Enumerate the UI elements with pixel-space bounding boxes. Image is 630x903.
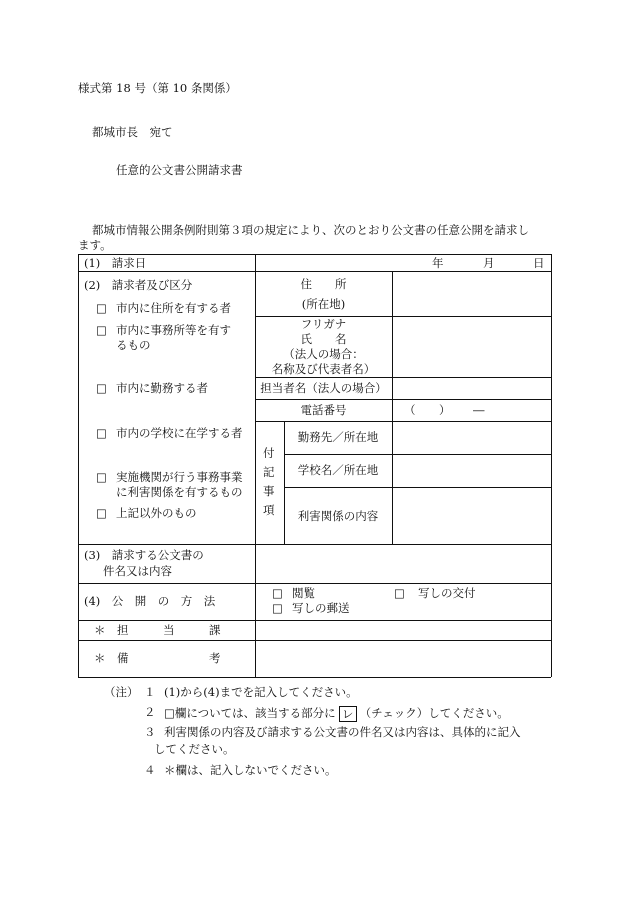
note-number: ４: [144, 763, 156, 777]
note-2-text-a: □欄については、該当する部分に: [164, 706, 336, 720]
addressee: 都城市長 宛て: [92, 125, 173, 139]
category-option-other: 上記以外のもの: [116, 506, 197, 520]
workplace-label: 勤務先／所在地: [297, 430, 379, 444]
intro-text-line2: ます。: [78, 238, 112, 252]
category-option-interested: 実施機関が行う事務事業: [116, 470, 243, 484]
category-option-office-line2: るもの: [116, 338, 151, 352]
note-3-text-line2: してください。: [154, 742, 235, 756]
department-label: ＊ 担 当 課: [94, 623, 221, 637]
category-option-resident: 市内に住所を有する者: [116, 301, 231, 315]
table-border-left: [78, 254, 79, 677]
document-subject-label-line2: 件名又は内容: [103, 564, 172, 578]
category-option-interested-line2: に利害関係を有するもの: [116, 485, 243, 499]
note-char: 記: [263, 465, 275, 479]
name-label: 氏 名: [300, 332, 347, 346]
category-option-student: 市内の学校に在学する者: [116, 426, 243, 440]
notes-prefix: （注）: [104, 685, 139, 699]
form-number: 様式第 18 号（第 10 条関係）: [78, 81, 237, 95]
note-char: 事: [263, 484, 275, 498]
check-example-box: レ: [339, 706, 357, 722]
date-month-label: 月: [483, 256, 495, 270]
document-subject-label: (3) 請求する公文書の: [84, 548, 204, 562]
school-label: 学校名／所在地: [297, 463, 379, 477]
row-divider: [78, 583, 551, 584]
checkbox-icon[interactable]: □: [394, 586, 405, 600]
note-number: ３: [144, 725, 156, 739]
school-field[interactable]: [392, 454, 551, 487]
checkbox-icon[interactable]: □: [272, 601, 283, 615]
table-border-bottom: [78, 677, 551, 678]
request-form-table: [78, 254, 551, 677]
contact-person-field[interactable]: [392, 377, 551, 399]
checkbox-icon[interactable]: □: [96, 323, 107, 337]
note-3-text: 利害関係の内容及び請求する公文書の件名又は内容は、具体的に記入: [164, 725, 521, 739]
row-divider: [78, 640, 551, 641]
table-border-top: [78, 254, 551, 255]
furigana-label: フリガナ: [300, 317, 347, 331]
category-option-office: 市内に事務所等を有す: [116, 323, 231, 337]
name-field[interactable]: [392, 316, 551, 377]
intro-text-line1: 都城市情報公開条例附則第３項の規定により、次のとおり公文書の任意公開を請求し: [92, 223, 529, 237]
phone-label: 電話番号: [300, 403, 347, 417]
note-char: 付: [263, 446, 275, 460]
note-1-text: (1)から(4)までを記入してください。: [164, 685, 358, 699]
page-title: 任意的公文書公開請求書: [116, 163, 243, 177]
checkbox-icon[interactable]: □: [96, 506, 107, 520]
note-char: 項: [263, 503, 275, 517]
request-date-label: (1) 請求日: [84, 256, 147, 270]
category-option-worker: 市内に勤務する者: [116, 381, 208, 395]
requester-category-label: (2) 請求者及び区分: [84, 278, 193, 292]
table-border-right: [551, 254, 552, 677]
name-corporate-note-line2: 名称及び代表者名）: [271, 362, 376, 376]
method-option-copy-mail: 写しの郵送: [292, 601, 350, 615]
interest-label: 利害関係の内容: [297, 509, 379, 523]
note-2-text: [164, 706, 509, 722]
address-label: 住 所: [300, 277, 347, 291]
address-field[interactable]: [392, 271, 551, 316]
workplace-field[interactable]: [392, 421, 551, 454]
phone-dash: ―: [473, 403, 485, 417]
checkbox-icon[interactable]: □: [96, 301, 107, 315]
address-label-sub: (所在地): [301, 297, 346, 311]
interest-field[interactable]: [392, 487, 551, 544]
checkbox-icon[interactable]: □: [96, 426, 107, 440]
date-day-label: 日: [533, 256, 545, 270]
method-option-view: 閲覧: [292, 586, 315, 600]
sub-row-divider: [255, 399, 551, 400]
contact-person-label: 担当者名（法人の場合）: [260, 381, 387, 395]
method-option-copy-deliver: 写しの交付: [418, 586, 476, 600]
date-year-label: 年: [432, 256, 444, 270]
phone-open-paren: （: [404, 403, 416, 417]
document-subject-field[interactable]: [256, 544, 551, 583]
checkbox-icon[interactable]: □: [96, 381, 107, 395]
row-divider: [78, 620, 551, 621]
name-corporate-note: （法人の場合：: [283, 347, 364, 361]
note-2-text-b: （チェック）してください。: [359, 706, 509, 720]
disclosure-method-label: (4) 公 開 の 方 法: [84, 594, 216, 608]
note-number: ２: [144, 705, 156, 719]
note-4-text: ＊欄は、記入しないでください。: [164, 763, 337, 777]
remarks-label: ＊ 備 考: [94, 651, 221, 665]
checkbox-icon[interactable]: □: [96, 470, 107, 484]
note-number: １: [144, 685, 156, 699]
checkbox-icon[interactable]: □: [272, 586, 283, 600]
phone-close-paren: ）: [439, 403, 451, 417]
